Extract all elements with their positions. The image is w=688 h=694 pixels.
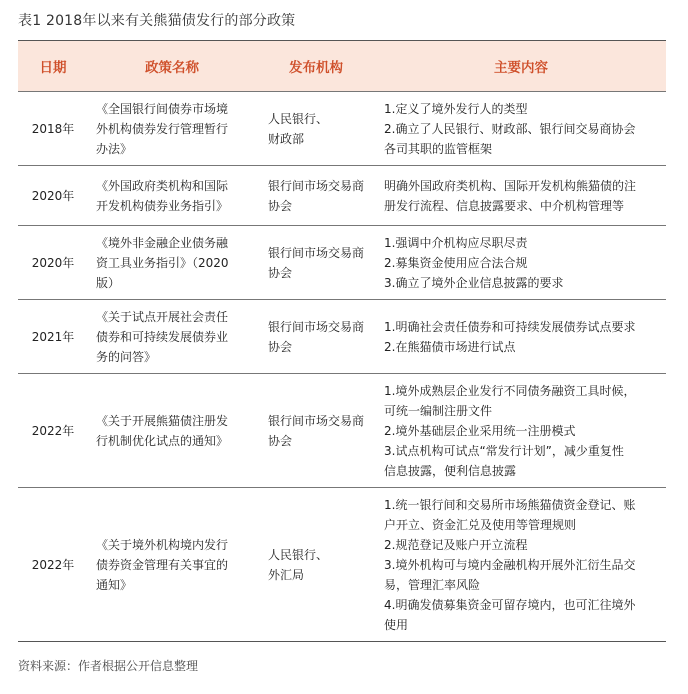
content-line: 1.定义了境外发行人的类型 <box>384 101 528 116</box>
policy-line: 债券和可持续发展债券业 <box>96 329 229 344</box>
org-line: 协会 <box>268 339 293 354</box>
cell-org <box>256 92 376 166</box>
cell-content <box>376 374 666 488</box>
content-line: 可统一编制注册文件 <box>384 403 493 418</box>
policy-line: 版） <box>96 275 121 290</box>
content-line: 3.境外机构可与境内金融机构开展外汇衍生品交 <box>384 557 636 572</box>
table-row <box>18 226 666 300</box>
org-line: 人民银行、 <box>268 111 329 126</box>
table-row <box>18 488 666 642</box>
cell-policy <box>88 488 256 642</box>
content-line: 信息披露，便利信息披露 <box>384 463 517 478</box>
cell-org <box>256 226 376 300</box>
cell-org <box>256 488 376 642</box>
policy-line: 开发机构债券业务指引》 <box>96 198 229 213</box>
cell-date: 2020年 <box>18 226 88 300</box>
cell-date: 2022年 <box>18 374 88 488</box>
org-line: 协会 <box>268 198 293 213</box>
content-line: 4.明确发债募集资金可留存境内，也可汇往境外 <box>384 597 636 612</box>
content-line: 1.强调中介机构应尽职尽责 <box>384 235 528 250</box>
policy-line: 《关于开展熊猫债注册发 <box>96 413 229 428</box>
cell-content <box>376 226 666 300</box>
cell-content <box>376 92 666 166</box>
policy-line: 通知》 <box>96 577 133 592</box>
content-line: 册发行流程、信息披露要求、中介机构管理等 <box>384 198 625 213</box>
table-row <box>18 166 666 226</box>
cell-org <box>256 166 376 226</box>
cell-content <box>376 300 666 374</box>
cell-policy <box>88 92 256 166</box>
content-line: 使用 <box>384 617 409 632</box>
table-body <box>18 92 666 642</box>
org-line: 银行间市场交易商 <box>268 319 365 334</box>
source-note: 资料来源：作者根据公开信息整理 <box>18 659 199 673</box>
content-line: 2.境外基础层企业采用统一注册模式 <box>384 423 576 438</box>
cell-content <box>376 488 666 642</box>
table-row <box>18 92 666 166</box>
policy-line: 《关于试点开展社会责任 <box>96 309 229 324</box>
header-org: 发布机构 <box>289 60 343 76</box>
policy-line: 《全国银行间债券市场境 <box>96 101 229 116</box>
org-line: 银行间市场交易商 <box>268 178 365 193</box>
cell-policy <box>88 166 256 226</box>
org-line: 协会 <box>268 265 293 280</box>
cell-policy <box>88 226 256 300</box>
policy-line: 《境外非金融企业债务融 <box>96 235 229 250</box>
policy-line: 办法》 <box>96 141 133 156</box>
org-line: 财政部 <box>268 131 305 146</box>
policy-table <box>18 41 666 642</box>
content-line: 1.境外成熟层企业发行不同债务融资工具时候， <box>384 383 636 398</box>
content-line: 1.统一银行间和交易所市场熊猫债资金登记、账 <box>384 497 636 512</box>
cell-policy <box>88 374 256 488</box>
policy-line: 务的问答》 <box>96 349 157 364</box>
org-line: 人民银行、 <box>268 547 329 562</box>
content-line: 户开立、资金汇兑及使用等管理规则 <box>384 517 577 532</box>
cell-date: 2022年 <box>18 488 88 642</box>
policy-line: 外机构债券发行管理暂行 <box>96 121 229 136</box>
policy-line: 行机制优化试点的通知》 <box>96 433 229 448</box>
org-line: 银行间市场交易商 <box>268 413 365 428</box>
content-line: 2.在熊猫债市场进行试点 <box>384 339 516 354</box>
content-line: 2.确立了人民银行、财政部、银行间交易商协会 <box>384 121 636 136</box>
header-row <box>18 41 666 92</box>
policy-line: 《关于境外机构境内发行 <box>96 537 229 552</box>
content-line: 明确外国政府类机构、国际开发机构熊猫债的注 <box>384 178 637 193</box>
table-row <box>18 374 666 488</box>
content-line: 2.规范登记及账户开立流程 <box>384 537 528 552</box>
table-row <box>18 300 666 374</box>
header-content: 主要内容 <box>494 60 548 76</box>
cell-policy <box>88 300 256 374</box>
cell-date: 2020年 <box>18 166 88 226</box>
content-line: 3.确立了境外企业信息披露的要求 <box>384 275 564 290</box>
policy-line: 《外国政府类机构和国际 <box>96 178 229 193</box>
content-line: 各司其职的监管框架 <box>384 141 493 156</box>
content-line: 1.明确社会责任债券和可持续发展债券试点要求 <box>384 319 636 334</box>
table-title: 表1 2018年以来有关熊猫债发行的部分政策 <box>18 13 296 29</box>
cell-org <box>256 300 376 374</box>
header-policy: 政策名称 <box>145 60 199 76</box>
org-line: 协会 <box>268 433 293 448</box>
cell-date: 2018年 <box>18 92 88 166</box>
header-date: 日期 <box>39 60 67 76</box>
policy-line: 资工具业务指引》（2020 <box>96 255 229 270</box>
content-line: 易，管理汇率风险 <box>384 577 481 592</box>
table-container <box>18 40 666 642</box>
org-line: 银行间市场交易商 <box>268 245 365 260</box>
policy-line: 债券资金管理有关事宜的 <box>96 557 229 572</box>
org-line: 外汇局 <box>268 567 305 582</box>
content-line: 3.试点机构可试点“常发行计划”，减少重复性 <box>384 443 624 458</box>
cell-date: 2021年 <box>18 300 88 374</box>
cell-content <box>376 166 666 226</box>
cell-org <box>256 374 376 488</box>
content-line: 2.募集资金使用应合法合规 <box>384 255 528 270</box>
